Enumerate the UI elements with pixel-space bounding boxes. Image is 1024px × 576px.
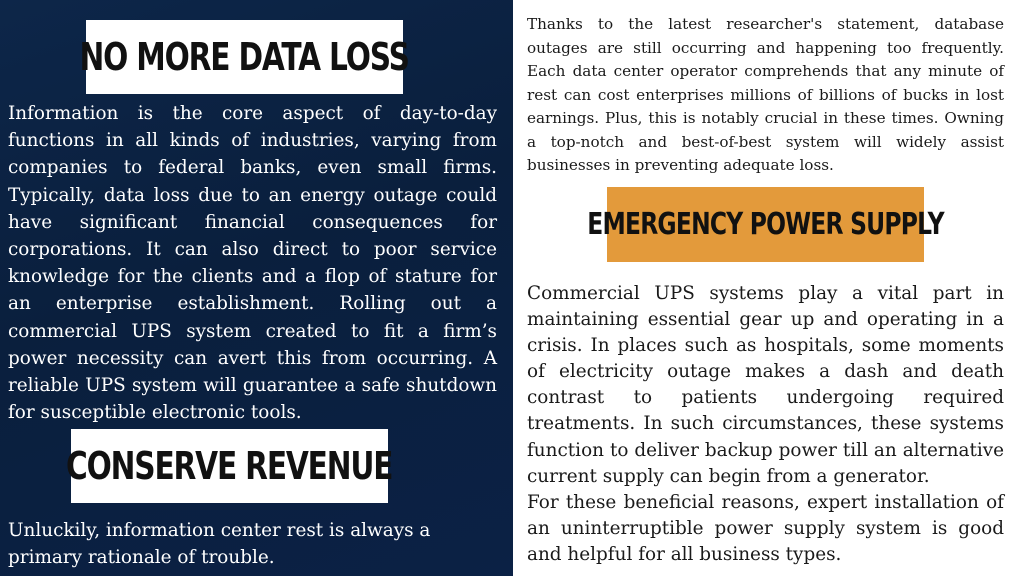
heading-conserve-revenue-text: CONSERVE REVENUE — [66, 444, 393, 488]
heading-emergency-power-supply — [587, 187, 944, 262]
heading-no-more-data-loss-text: NO MORE DATA LOSS — [79, 35, 410, 79]
heading-no-more-data-loss — [79, 20, 410, 94]
heading-conserve-revenue — [66, 429, 393, 503]
closing-paragraph: For these beneficial reasons, expert installation of an uninterruptible power supply system is good and helpful for all business types. — [527, 492, 1004, 566]
emergency-paragraph: Commercial UPS systems play a vital part in maintaining essential gear up and operating in a crisis. In places such as hospitals, some moments of electricity outage makes a dash and death contrast to patients undergoing required treatments. In such circumstances, these systems function to deliver backup power till an alternative current supply can begin from a generator. — [527, 283, 1004, 487]
heading-emergency-power-supply-text: EMERGENCY POWER SUPPLY — [587, 207, 944, 242]
data-loss-paragraph: Information is the core aspect of day-to-day functions in all kinds of industries, varying from companies to federal banks, even small firms. Typically, data loss due to an energy outage could have significant financial consequences for corporations. It can also direct to poor service knowledge for the clients and a flop of stature for an enterprise establishment. Rolling out a commercial UPS system created to fit a firm’s power necessity can avert this from occurring. A reliable UPS system will guarantee a safe shutdown for susceptible electronic tools. — [8, 103, 497, 424]
outage-paragraph: Thanks to the latest researcher's statement, database outages are still occurring and happening too frequently. Each data center operator comprehends that any minute of rest can cost enterprises millions of billions of bucks in lost earnings. Plus, this is notably crucial in these times. Owning a top-notch and best-of-best system will widely assist businesses in preventing adequate loss. — [527, 15, 1004, 174]
revenue-paragraph: Unluckily, information center rest is always a primary rationale of trouble. — [8, 520, 431, 569]
